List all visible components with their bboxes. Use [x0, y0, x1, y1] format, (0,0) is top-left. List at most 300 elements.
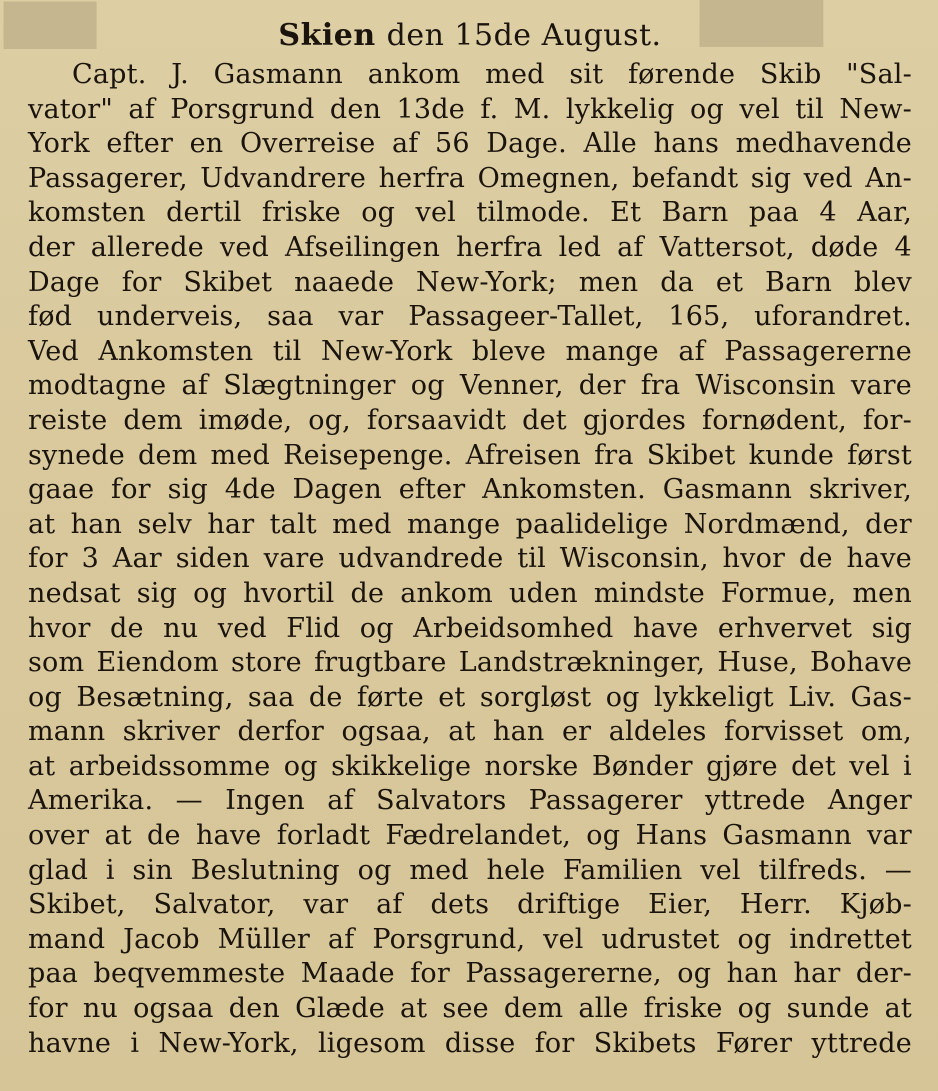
word: med [210, 439, 271, 471]
word: den [329, 93, 382, 125]
word: dets [430, 889, 490, 921]
word: om, [860, 716, 912, 748]
text-line [28, 1027, 912, 1062]
word: at [399, 993, 428, 1025]
text-line [28, 231, 912, 266]
text-line [28, 508, 912, 543]
word: og [359, 612, 394, 644]
word: vel [849, 750, 890, 782]
word: men [852, 577, 912, 609]
bleed-through-masthead: ███ ████ [4, 0, 824, 49]
text-line [28, 335, 912, 370]
word: havne [28, 1027, 112, 1059]
word: efter [398, 474, 466, 506]
word: der [28, 231, 75, 263]
word: først [847, 439, 912, 471]
word: til [795, 93, 824, 125]
word: 4 [819, 197, 837, 229]
word: ankom [400, 577, 493, 609]
word: Skibet, [28, 889, 126, 921]
text-line [28, 681, 912, 716]
text-line [28, 369, 912, 404]
word: han [70, 508, 123, 540]
word: hvortil [243, 577, 335, 609]
word: Amerika. [28, 785, 154, 817]
word: — [884, 854, 912, 886]
word: herfra [378, 162, 466, 194]
word: fra [594, 439, 634, 471]
word: forladt [276, 820, 371, 852]
word: der [865, 508, 912, 540]
word: der- [855, 958, 912, 990]
word: sin [132, 854, 173, 886]
word: yttrede [811, 1027, 912, 1059]
word: mange [565, 335, 659, 367]
word: og [357, 854, 392, 886]
word: fornødent, [702, 404, 847, 436]
word: han [493, 716, 545, 748]
word: og [193, 577, 228, 609]
word: gaae [28, 474, 95, 506]
word: have [846, 543, 912, 575]
text-line [28, 404, 912, 439]
word: de [308, 681, 343, 713]
word: uforandret. [754, 301, 912, 333]
text-line [28, 854, 912, 889]
word: underveis, [96, 301, 243, 333]
word: Ved [28, 335, 79, 367]
word: er [561, 716, 592, 748]
word: for [121, 266, 162, 298]
word: blev [854, 266, 912, 298]
word: for- [862, 404, 912, 436]
word: dem [503, 993, 564, 1025]
word: nedsat [28, 577, 121, 609]
word: Wisconsin, [559, 543, 709, 575]
word: yttrede [705, 785, 806, 817]
word: "Sal- [846, 59, 912, 90]
word: da [660, 266, 694, 298]
word: og [283, 750, 318, 782]
word: den [228, 993, 280, 1025]
word: modtagne [28, 370, 167, 402]
word: Kjøb- [839, 889, 912, 921]
word: og [689, 93, 724, 125]
word: ankom [367, 59, 461, 90]
word: sig [167, 474, 208, 506]
word: J. [171, 59, 189, 90]
word: tilfreds. [758, 854, 867, 886]
word: kunde [748, 439, 835, 471]
word: Afseilingen [285, 231, 441, 263]
text-line [28, 127, 912, 162]
word: Wisconsin [695, 370, 836, 402]
text-line [28, 577, 912, 612]
word: og, [308, 404, 351, 436]
heading-rest: den 15de August. [386, 18, 662, 53]
word: de [798, 543, 833, 575]
word: Herr. [739, 889, 812, 921]
word: 165, [668, 301, 730, 333]
word: Müller [217, 923, 310, 955]
word: i [130, 1027, 140, 1059]
word: Eier, [648, 889, 713, 921]
word: New- [839, 93, 912, 125]
word: Familien [563, 854, 683, 886]
text-line [28, 196, 912, 231]
word: Maade [300, 958, 395, 990]
word: friske [261, 197, 341, 229]
word: sorgløst [479, 681, 592, 713]
word: Alle [583, 128, 637, 160]
word: Overreise [239, 128, 376, 160]
word: til [517, 543, 546, 575]
word: hvor [722, 543, 786, 575]
text-line [28, 923, 912, 958]
word: disse [444, 1027, 516, 1059]
word: siden [175, 543, 250, 575]
word: paa [748, 197, 799, 229]
word: Bohave [809, 647, 912, 679]
article [28, 14, 912, 1061]
word: paalidelige [515, 508, 669, 540]
word: have [632, 612, 699, 644]
word: det [522, 404, 567, 436]
word: skriver, [808, 474, 912, 506]
word: til [272, 335, 302, 367]
word: 3 [81, 543, 99, 575]
word: New-York, [158, 1027, 299, 1059]
word: talt [269, 508, 317, 540]
word: Skibet [183, 266, 273, 298]
word: for [111, 474, 151, 506]
word: sit [569, 59, 604, 90]
word: saa [267, 301, 314, 333]
text-line [28, 266, 912, 301]
text-line [28, 888, 912, 923]
text-line [28, 58, 912, 93]
word: Capt. [72, 59, 147, 90]
word: hele [486, 854, 546, 886]
word: Arbeidsomhed [413, 612, 614, 644]
heading-place: Skien [278, 18, 376, 53]
word: og [361, 197, 396, 229]
word: og [677, 958, 712, 990]
word: lykkeligt [654, 681, 774, 713]
word: Besætning, [76, 681, 234, 713]
word: naaede [294, 266, 395, 298]
word: udrustet [601, 923, 720, 955]
word: sig [136, 577, 178, 609]
word: mand [28, 923, 106, 955]
text-line [28, 93, 912, 128]
word: at [448, 716, 476, 748]
word: bleve [471, 335, 547, 367]
word: synede [28, 439, 125, 471]
word: derfor [237, 716, 324, 748]
text-line [28, 715, 912, 750]
word: 4 [894, 231, 912, 263]
word: skriver [122, 716, 221, 748]
text-line [28, 612, 912, 647]
word: Skib [759, 59, 822, 90]
word: af [678, 335, 705, 367]
word: Vattersot, [659, 231, 795, 263]
text-line [28, 992, 912, 1027]
word: driftige [517, 889, 621, 921]
word: vare [850, 370, 912, 402]
word: Gas- [850, 681, 912, 713]
word: reiste [28, 404, 108, 436]
word: paa [28, 958, 79, 990]
word: for [28, 543, 68, 575]
word: Passagerer, [28, 162, 188, 194]
word: Barn [765, 266, 833, 298]
word: New-York [320, 335, 453, 367]
word: erhvervet [717, 612, 853, 644]
word: Udvandrere [200, 162, 367, 194]
word: de [110, 612, 144, 644]
word: døde [810, 231, 879, 263]
word: vel [543, 923, 584, 955]
word: vel [739, 93, 780, 125]
word: det [791, 750, 836, 782]
word: var [867, 820, 912, 852]
word: Fører [715, 1027, 793, 1059]
word: Dagen [292, 474, 382, 506]
word: Gasmann [662, 474, 793, 506]
word: glad [28, 854, 89, 886]
word: Ingen [225, 785, 305, 817]
text-line [28, 819, 912, 854]
text-line [28, 957, 912, 992]
word: forvisset [724, 716, 844, 748]
word: Jacob [123, 923, 200, 955]
word: har [207, 508, 255, 540]
word: mange [406, 508, 501, 540]
word: 56 [434, 128, 470, 160]
word: af [181, 370, 209, 402]
word: tilmode. [476, 197, 590, 229]
word: Dage. [486, 128, 567, 160]
word: Salvator, [153, 889, 276, 921]
word: Porsgrund, [372, 923, 526, 955]
word: mann [28, 716, 106, 748]
word: dem [138, 439, 198, 471]
word: Omegnen, [477, 162, 620, 194]
word: vel [700, 854, 741, 886]
word: New-York; [416, 266, 557, 298]
word: Glæde [295, 993, 385, 1025]
word: af [128, 93, 155, 125]
word: aldeles [608, 716, 707, 748]
word: arbeidssomme [68, 750, 271, 782]
word: fød [28, 301, 73, 333]
word: M. [513, 93, 551, 125]
word: i [105, 854, 115, 886]
word: skikkelige [331, 750, 472, 782]
word: sig [750, 162, 792, 194]
word: Gasmann [213, 59, 344, 90]
word: førte [356, 681, 424, 713]
word: i [903, 750, 912, 782]
word: Landstrækninger, [458, 647, 706, 679]
word: fra [640, 370, 681, 402]
word: Afreisen [465, 439, 581, 471]
word: friske [643, 993, 723, 1025]
word: Ankomsten [98, 335, 254, 367]
word: alle [578, 993, 629, 1025]
word: mindste [593, 577, 705, 609]
word: Porsgrund [170, 93, 315, 125]
word: de [147, 820, 181, 852]
word: Huse, [717, 647, 798, 679]
word: ogsaa [133, 993, 214, 1025]
word: 4de [224, 474, 276, 506]
word: indrettet [789, 923, 912, 955]
word: uden [508, 577, 578, 609]
word: medhavende [735, 128, 912, 160]
word: af [376, 889, 403, 921]
word: norske [484, 750, 579, 782]
word: Et [610, 197, 642, 229]
word: Salvators [376, 785, 507, 817]
word: Passagererne [724, 335, 912, 367]
word: forsaavidt [366, 404, 507, 436]
word: hans [653, 128, 720, 160]
word: Passagererne, [465, 958, 662, 990]
word: over [28, 820, 90, 852]
word: var [338, 301, 384, 333]
text-line [28, 300, 912, 335]
word: Eiendom [96, 647, 219, 679]
word: Bønder [591, 750, 693, 782]
word: gjøre [706, 750, 778, 782]
word: af [327, 785, 354, 817]
word: gjordes [582, 404, 687, 436]
word: dertil [166, 197, 242, 229]
word: Dage [28, 266, 100, 298]
word: frugtbare [314, 647, 447, 679]
word: var [303, 889, 349, 921]
word: imøde, [198, 404, 293, 436]
word: Passagerer [528, 785, 683, 817]
word: — [175, 785, 203, 817]
word: af [391, 128, 419, 160]
word: for [534, 1027, 575, 1059]
word: Passageer-Tallet, [408, 301, 644, 333]
word: som [28, 647, 85, 679]
word: nu [163, 612, 199, 644]
word: herfra [456, 231, 543, 263]
word: et [715, 266, 744, 298]
word: beqvemmeste [93, 958, 286, 990]
word: han [726, 958, 779, 990]
word: Skibet [646, 439, 736, 471]
word: Gasmann [722, 820, 852, 852]
word: allerede [90, 231, 204, 263]
word: sunde [786, 993, 870, 1025]
word: af [617, 231, 644, 263]
word: Anger [827, 785, 912, 817]
word: ogsaa, [341, 716, 431, 748]
word: efter [106, 128, 174, 160]
word: f. [480, 93, 499, 125]
word: have [195, 820, 262, 852]
word: at [884, 993, 912, 1025]
word: Skibets [593, 1027, 697, 1059]
article-body [28, 58, 912, 1061]
word: og [586, 820, 621, 852]
word: men [578, 266, 639, 298]
word: med [332, 508, 392, 540]
word: ligesom [317, 1027, 426, 1059]
word: med [409, 854, 469, 886]
word: Nordmænd, [683, 508, 850, 540]
word: ved [219, 231, 270, 263]
text-line [28, 784, 912, 819]
word: vare [263, 543, 325, 575]
text-line [28, 473, 912, 508]
word: dem [123, 404, 183, 436]
word: der [578, 370, 626, 402]
word: af [327, 923, 355, 955]
word: og [605, 681, 640, 713]
word: befandt [632, 162, 739, 194]
word: vator" [28, 93, 113, 125]
word: at [28, 508, 56, 540]
word: komsten [28, 197, 146, 229]
word: en [189, 128, 224, 160]
text-line [28, 162, 912, 197]
word: ved [217, 612, 267, 644]
word: og [410, 370, 445, 402]
word: York [28, 128, 90, 160]
word: udvandrede [338, 543, 504, 575]
text-line [28, 439, 912, 474]
word: et [438, 681, 466, 713]
word: Slægtninger [223, 370, 396, 402]
word: selv [137, 508, 192, 540]
word: 13de [396, 93, 465, 125]
word: Ankomsten. [482, 474, 646, 506]
word: Reisepenge. [283, 439, 453, 471]
word: førende [627, 59, 736, 90]
word: Formue, [720, 577, 837, 609]
word: lykkelig [565, 93, 675, 125]
text-line [28, 542, 912, 577]
word: saa [247, 681, 295, 713]
word: og [28, 681, 62, 713]
word: Hans [635, 820, 708, 852]
word: Flid [286, 612, 341, 644]
word: Aar [112, 543, 162, 575]
text-line [28, 750, 912, 785]
word: led [558, 231, 602, 263]
word: at [104, 820, 132, 852]
word: hvor [28, 612, 91, 644]
word: ved [803, 162, 853, 194]
word: store [231, 647, 302, 679]
word: nu [82, 993, 119, 1025]
word: for [28, 993, 68, 1025]
word: for [410, 958, 450, 990]
word: med [485, 59, 545, 90]
word: Beslutning [190, 854, 340, 886]
word: har [793, 958, 841, 990]
word: Aar, [857, 197, 912, 229]
word: Venner, [459, 370, 564, 402]
